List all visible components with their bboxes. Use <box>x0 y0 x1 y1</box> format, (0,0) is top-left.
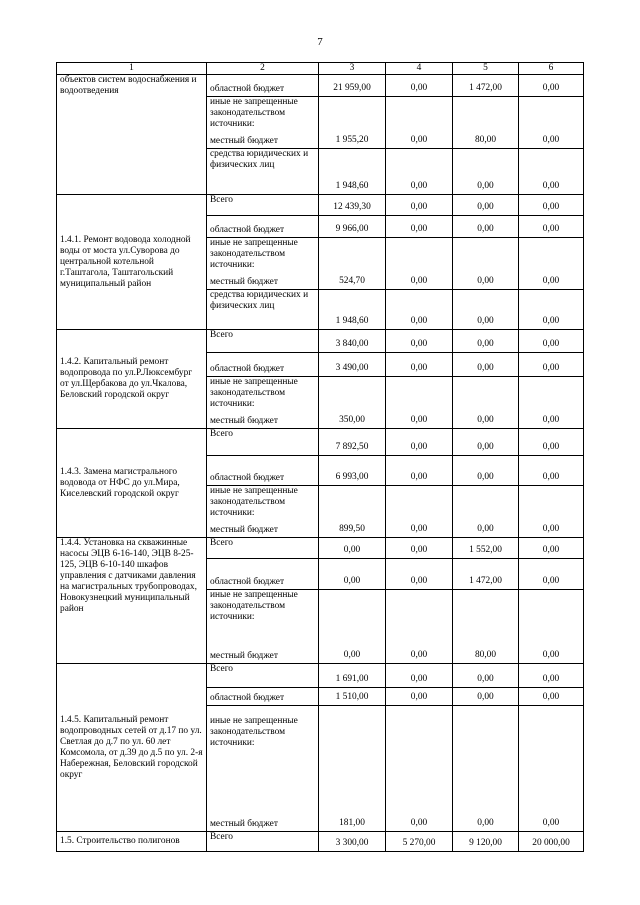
funding-source-label: местный бюджет <box>210 416 278 426</box>
amount-cell: 12 439,30 <box>319 195 386 216</box>
amount-cell: 0,00 <box>519 664 584 688</box>
funding-source-heading: иные не запрещенные законодательством источники: <box>210 238 298 270</box>
amount-cell: 0,00 <box>453 688 519 706</box>
funding-source-cell <box>207 97 319 149</box>
amount-cell: 0,00 <box>519 559 584 590</box>
funding-source-heading: иные не запрещенные законодательством источники: <box>210 97 298 129</box>
amount-cell: 0,00 <box>453 377 519 429</box>
amount-cell: 1 552,00 <box>453 538 519 559</box>
table-row <box>57 330 584 353</box>
amount-cell: 0,00 <box>386 590 453 664</box>
amount-cell: 0,00 <box>519 377 584 429</box>
column-number: 6 <box>519 63 584 75</box>
amount-cell: 0,00 <box>519 590 584 664</box>
amount-cell: 1 691,00 <box>319 664 386 688</box>
funding-source-label: местный бюджет <box>210 136 278 146</box>
funding-source-heading: иные не запрещенные законодательством источники: <box>210 590 298 622</box>
amount-cell: 0,00 <box>519 486 584 538</box>
column-number: 4 <box>386 63 453 75</box>
amount-cell: 0,00 <box>519 195 584 216</box>
funding-source-cell: областной бюджет <box>207 559 319 590</box>
amount-cell: 0,00 <box>386 290 453 330</box>
funding-source-cell: средства юридических и физических лиц <box>207 149 319 195</box>
column-number-row <box>57 63 584 75</box>
amount-cell: 0,00 <box>453 664 519 688</box>
funding-source-cell: Всего <box>207 832 319 852</box>
table-row <box>57 538 584 559</box>
funding-source-label: местный бюджет <box>210 277 278 287</box>
measure-name-cell: 1.4.5. Капитальный ремонт водопроводных сетей от д.17 по ул. Светлая до д.7 по ул. 60 лет Комсомола, от д.39 до д.5 по ул. 2-я Набережная, Беловский городской округ <box>57 664 207 832</box>
funding-source-cell: областной бюджет <box>207 353 319 377</box>
table-row <box>57 664 584 688</box>
amount-cell: 3 300,00 <box>319 832 386 852</box>
amount-cell: 80,00 <box>453 590 519 664</box>
amount-cell: 0,00 <box>386 559 453 590</box>
amount-cell: 0,00 <box>453 290 519 330</box>
amount-cell: 0,00 <box>319 590 386 664</box>
amount-cell: 0,00 <box>519 238 584 290</box>
amount-cell: 7 892,50 <box>319 429 386 456</box>
amount-cell: 0,00 <box>386 238 453 290</box>
amount-cell: 80,00 <box>453 97 519 149</box>
funding-source-cell: Всего <box>207 429 319 456</box>
measure-name-cell: 1.4.3. Замена магистрального водовода от НФС до ул.Мира, Киселевский городской округ <box>57 429 207 538</box>
funding-source-cell <box>207 706 319 832</box>
column-number: 3 <box>319 63 386 75</box>
funding-source-cell <box>207 238 319 290</box>
amount-cell: 0,00 <box>386 353 453 377</box>
amount-cell: 1 948,60 <box>319 149 386 195</box>
amount-cell: 0,00 <box>453 486 519 538</box>
amount-cell: 1 510,00 <box>319 688 386 706</box>
amount-cell: 0,00 <box>519 706 584 832</box>
amount-cell: 0,00 <box>519 75 584 97</box>
page-number: 7 <box>317 36 323 48</box>
amount-cell: 0,00 <box>453 429 519 456</box>
amount-cell: 0,00 <box>519 456 584 486</box>
amount-cell: 0,00 <box>386 688 453 706</box>
measure-name-cell: 1.5. Строительство полигонов <box>57 832 207 852</box>
amount-cell: 0,00 <box>386 330 453 353</box>
amount-cell: 0,00 <box>519 429 584 456</box>
amount-cell: 524,70 <box>319 238 386 290</box>
funding-source-cell: Всего <box>207 330 319 353</box>
table-row <box>57 429 584 456</box>
amount-cell: 0,00 <box>453 149 519 195</box>
amount-cell: 0,00 <box>386 97 453 149</box>
table-row <box>57 75 584 97</box>
amount-cell: 0,00 <box>453 195 519 216</box>
amount-cell: 0,00 <box>319 559 386 590</box>
funding-source-label: местный бюджет <box>210 525 278 535</box>
amount-cell: 0,00 <box>453 238 519 290</box>
amount-cell: 0,00 <box>519 538 584 559</box>
amount-cell: 20 000,00 <box>519 832 584 852</box>
measure-name-cell: 1.4.4. Установка на скважинные насосы ЭЦВ 6-16-140, ЭЦВ 8-25-125, ЭЦВ 6-10-140 шкафов управления с датчиками давления на магистральных трубопроводах, Новокузнецкий муниципальный район <box>57 538 207 664</box>
funding-source-cell: областной бюджет <box>207 688 319 706</box>
amount-cell: 0,00 <box>519 216 584 238</box>
table-row <box>57 832 584 852</box>
amount-cell: 0,00 <box>453 353 519 377</box>
funding-source-label: местный бюджет <box>210 819 278 829</box>
budget-table-body <box>57 63 584 852</box>
amount-cell: 3 840,00 <box>319 330 386 353</box>
amount-cell: 0,00 <box>386 664 453 688</box>
funding-source-cell <box>207 377 319 429</box>
amount-cell: 0,00 <box>386 149 453 195</box>
amount-cell: 1 955,20 <box>319 97 386 149</box>
funding-source-cell: областной бюджет <box>207 75 319 97</box>
column-number: 2 <box>207 63 319 75</box>
amount-cell: 899,50 <box>319 486 386 538</box>
measure-name-cell: 1.4.1. Ремонт водовода холодной воды от моста ул.Суворова до центральной котельной г.Таштагола, Таштагольский муниципальный район <box>57 195 207 330</box>
amount-cell: 0,00 <box>453 706 519 832</box>
amount-cell: 0,00 <box>386 456 453 486</box>
amount-cell: 1 948,60 <box>319 290 386 330</box>
amount-cell: 0,00 <box>519 97 584 149</box>
amount-cell: 0,00 <box>519 290 584 330</box>
funding-source-cell <box>207 590 319 664</box>
budget-table <box>56 62 584 852</box>
funding-source-heading: иные не запрещенные законодательством источники: <box>210 377 298 409</box>
funding-source-cell: областной бюджет <box>207 216 319 238</box>
amount-cell: 0,00 <box>519 688 584 706</box>
funding-source-heading: иные не запрещенные законодательством источники: <box>210 486 298 518</box>
amount-cell: 0,00 <box>519 353 584 377</box>
table-row <box>57 195 584 216</box>
amount-cell: 0,00 <box>386 486 453 538</box>
funding-source-cell <box>207 486 319 538</box>
funding-source-heading: иные не запрещенные законодательством источники: <box>210 716 298 748</box>
amount-cell: 0,00 <box>519 149 584 195</box>
amount-cell: 0,00 <box>386 75 453 97</box>
amount-cell: 1 472,00 <box>453 75 519 97</box>
amount-cell: 0,00 <box>519 330 584 353</box>
amount-cell: 0,00 <box>453 456 519 486</box>
amount-cell: 181,00 <box>319 706 386 832</box>
amount-cell: 0,00 <box>319 538 386 559</box>
measure-name-cell: 1.4.2. Капитальный ремонт водопровода по ул.Р.Люксембург от ул.Щербакова до ул.Чкалова, Беловский городской округ <box>57 330 207 429</box>
amount-cell: 21 959,00 <box>319 75 386 97</box>
amount-cell: 0,00 <box>386 538 453 559</box>
funding-source-cell: Всего <box>207 538 319 559</box>
amount-cell: 0,00 <box>386 377 453 429</box>
amount-cell: 9 120,00 <box>453 832 519 852</box>
funding-source-cell: Всего <box>207 195 319 216</box>
amount-cell: 0,00 <box>453 330 519 353</box>
amount-cell: 0,00 <box>386 706 453 832</box>
amount-cell: 0,00 <box>453 216 519 238</box>
amount-cell: 1 472,00 <box>453 559 519 590</box>
amount-cell: 9 966,00 <box>319 216 386 238</box>
amount-cell: 5 270,00 <box>386 832 453 852</box>
amount-cell: 0,00 <box>386 216 453 238</box>
amount-cell: 0,00 <box>386 429 453 456</box>
amount-cell: 350,00 <box>319 377 386 429</box>
funding-source-cell: средства юридических и физических лиц <box>207 290 319 330</box>
column-number: 1 <box>57 63 207 75</box>
funding-source-label: местный бюджет <box>210 651 278 661</box>
measure-name-cell: объектов систем водоснабжения и водоотведения <box>57 75 207 195</box>
column-number: 5 <box>453 63 519 75</box>
funding-source-cell: областной бюджет <box>207 456 319 486</box>
amount-cell: 0,00 <box>386 195 453 216</box>
amount-cell: 3 490,00 <box>319 353 386 377</box>
amount-cell: 6 993,00 <box>319 456 386 486</box>
funding-source-cell: Всего <box>207 664 319 688</box>
